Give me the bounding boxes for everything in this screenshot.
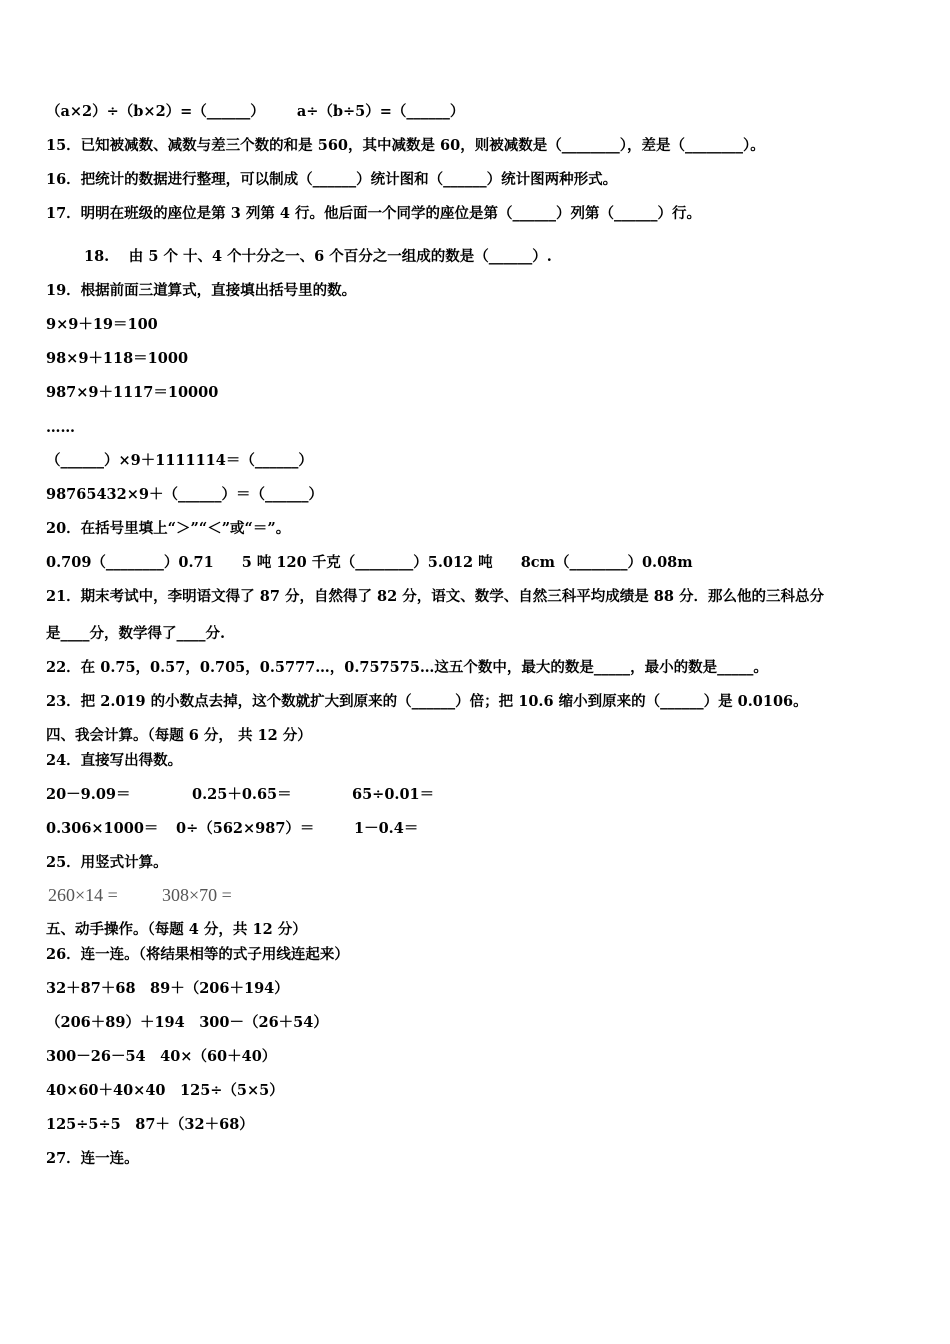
question-24: 24．直接写出得数。 <box>46 752 183 769</box>
q24-row-2 <box>46 819 418 839</box>
q26-row-3: 300－26－54 40×（60＋40） <box>46 1048 277 1065</box>
q20-items <box>46 553 693 573</box>
q20-item-3: 8cm（________）0.08m <box>520 554 693 571</box>
q19-equation-2: 98×9＋118＝1000 <box>46 350 189 367</box>
q19-blank-1: （______）×9＋1111114＝（______） <box>46 452 313 469</box>
question-27: 27．连一连。 <box>46 1150 139 1167</box>
question-20: 20．在括号里填上“＞”“＜”或“＝”。 <box>46 520 291 537</box>
formula-line <box>46 102 464 122</box>
q20-item-1: 0.709（________）0.71 <box>46 554 214 571</box>
question-16: 16．把统计的数据进行整理，可以制成（______）统计图和（______）统计图两种形式。 <box>46 171 618 188</box>
question-18: 18. 由 5 个 十、4 个十分之一、6 个百分之一组成的数是（______）. <box>84 248 552 265</box>
q25-items <box>48 885 232 905</box>
q20-item-2: 5 吨 120 千克（________）5.012 吨 <box>241 554 493 571</box>
q26-row-1: 32＋87＋68 89＋（206＋194） <box>46 980 289 997</box>
section-5-heading: 五、动手操作。（每题 4 分，共 12 分） <box>46 921 307 938</box>
question-22: 22．在 0.75，0.57，0.705，0.5777…，0.757575…这五个数中，最大的数是_____，最小的数是_____。 <box>46 659 768 676</box>
q24-item-3: 65÷0.01＝ <box>352 786 435 803</box>
q26-row-2: （206＋89）＋194 300－（26＋54） <box>46 1014 328 1031</box>
q19-equation-1: 9×9＋19＝100 <box>46 316 158 333</box>
question-26: 26．连一连。（将结果相等的式子用线连起来） <box>46 946 349 963</box>
q26-row-4: 40×60＋40×40 125÷（5×5） <box>46 1082 284 1099</box>
question-15: 15．已知被减数、减数与差三个数的和是 560，其中减数是 60，则被减数是（________），差是（________）。 <box>46 137 765 154</box>
q24-item-2: 0.25＋0.65＝ <box>192 786 292 803</box>
q19-blank-2: 98765432×9＋（______）＝（______） <box>46 486 323 503</box>
q24-row-1 <box>46 785 434 805</box>
q24-item-1: 20－9.09＝ <box>46 786 131 803</box>
q19-equation-3: 987×9＋1117＝10000 <box>46 384 219 401</box>
q26-row-5: 125÷5÷5 87＋（32＋68） <box>46 1116 254 1133</box>
question-25: 25．用竖式计算。 <box>46 854 168 871</box>
q19-ellipsis: …… <box>46 419 75 436</box>
formula-1: （a×2）÷（b×2）=（______） <box>46 103 265 120</box>
formula-2: a÷（b÷5）=（______） <box>296 103 465 120</box>
q25-item-1: 260×14 = <box>48 885 118 905</box>
q24-item-4: 0.306×1000＝ <box>46 820 159 837</box>
question-21-cont: 是____分，数学得了____分. <box>46 625 226 642</box>
q25-item-2: 308×70 = <box>162 885 232 905</box>
question-23: 23．把 2.019 的小数点去掉，这个数就扩大到原来的（______）倍；把 10.6 缩小到原来的（______）是 0.0106。 <box>46 693 808 710</box>
question-19: 19．根据前面三道算式，直接填出括号里的数。 <box>46 282 357 299</box>
question-17: 17．明明在班级的座位是第 3 列第 4 行。他后面一个同学的座位是第（______）列第（______）行。 <box>46 205 702 222</box>
q24-item-6: 1－0.4＝ <box>354 820 419 837</box>
section-4-heading: 四、我会计算。（每题 6 分， 共 12 分） <box>46 727 312 744</box>
question-21: 21．期末考试中，李明语文得了 87 分，自然得了 82 分，语文、数学、自然三科平均成绩是 88 分．那么他的三科总分 <box>46 588 824 605</box>
q24-item-5: 0÷（562×987）＝ <box>176 820 315 837</box>
